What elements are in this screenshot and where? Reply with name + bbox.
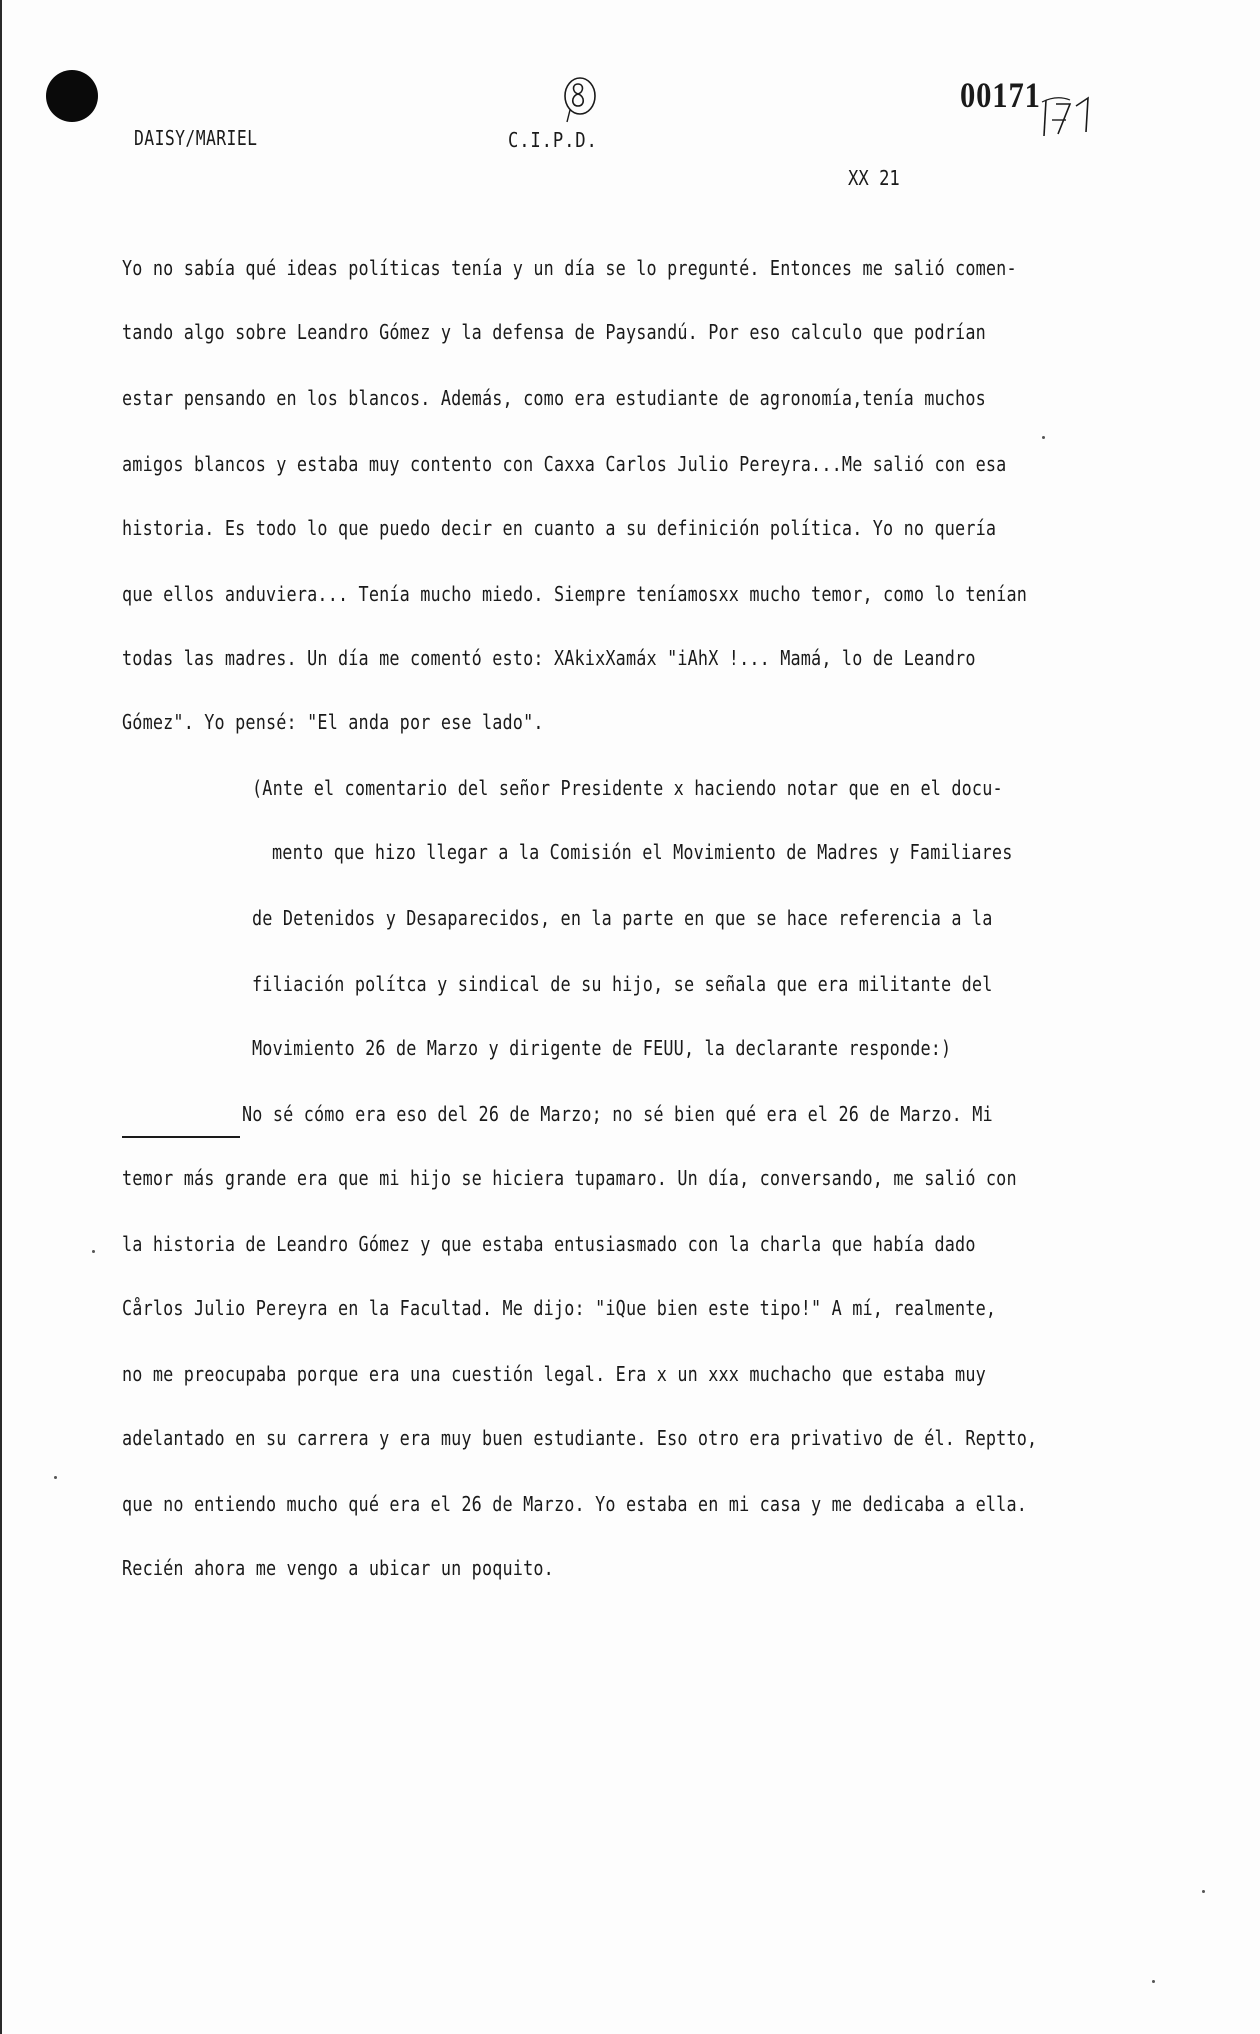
text-line-19: adelantado en su carrera y era muy buen estudiante. Eso otro era privativo de él. Reptto, — [122, 1426, 1038, 1450]
parenthetical-line-2: mento que hizo llegar a la Comisión el Movimiento de Madres y Familiares — [272, 840, 1013, 864]
paper-speck — [1042, 436, 1045, 439]
parenthetical-line-4: filiación polítca y sindical de su hijo, se señala que era militante del — [252, 972, 993, 996]
text-line-18: no me preocupaba porque era una cuestión legal. Era x un xxx muchacho que estaba muy — [122, 1362, 986, 1386]
paper-speck — [92, 1250, 95, 1253]
punch-hole — [46, 70, 98, 122]
text-line-17: Cårlos Julio Pereyra en la Facultad. Me dijo: "iQue bien este tipo!" A mí, realmente, — [122, 1296, 997, 1320]
text-line-2: tando algo sobre Leandro Gómez y la defensa de Paysandú. Por eso calculo que podrían — [122, 320, 986, 344]
text-line-14: No sé cómo era eso del 26 de Marzo; no sé bien qué era el 26 de Marzo. Mi — [242, 1102, 993, 1126]
header-author: DAISY/MARIEL — [134, 126, 258, 150]
circled-number-stamp — [558, 76, 600, 128]
paper-speck — [1202, 1890, 1205, 1893]
page-number: XX 21 — [848, 166, 900, 190]
parenthetical-line-1: (Ante el comentario del señor Presidente x haciendo notar que en el docu- — [252, 776, 1003, 800]
handwritten-folio-mark — [1040, 96, 1100, 142]
document-number: 00171 — [960, 75, 1041, 115]
answer-indent-rule — [122, 1136, 240, 1138]
text-line-15: temor más grande era que mi hijo se hiciera tupamaro. Un día, conversando, me salió con — [122, 1166, 1017, 1190]
paper-speck — [54, 1476, 57, 1479]
text-line-7: todas las madres. Un día me comentó esto: XAkixXamáx "iAhX !... Mamá, lo de Leandro — [122, 646, 976, 670]
text-line-3: estar pensando en los blancos. Además, como era estudiante de agronomía,tenía muchos — [122, 386, 986, 410]
paper-speck — [1152, 1980, 1155, 1983]
parenthetical-line-3: de Detenidos y Desaparecidos, en la parte en que se hace referencia a la — [252, 906, 993, 930]
text-line-6: que ellos anduviera... Tenía mucho miedo. Siempre teníamosxx mucho temor, como lo tenían — [122, 582, 1028, 606]
parenthetical-line-5: Movimiento 26 de Marzo y dirigente de FEUU, la declarante responde:) — [252, 1036, 952, 1060]
text-line-16: la historia de Leandro Gómez y que estaba entusiasmado con la charla que había dado — [122, 1232, 976, 1256]
text-line-4: amigos blancos y estaba muy contento con Caxxa Carlos Julio Pereyra...Me salió con esa — [122, 452, 1007, 476]
text-line-1: Yo no sabía qué ideas políticas tenía y un día se lo pregunté. Entonces me salió comen- — [122, 256, 1017, 280]
text-line-8: Gómez". Yo pensé: "El anda por ese lado". — [122, 710, 544, 734]
text-line-20: que no entiendo mucho qué era el 26 de Marzo. Yo estaba en mi casa y me dedicaba a ella. — [122, 1492, 1028, 1516]
header-institution: C.I.P.D. — [508, 128, 598, 152]
text-line-5: historia. Es todo lo que puedo decir en cuanto a su definición política. Yo no quería — [122, 516, 997, 540]
text-line-21: Recién ahora me vengo a ubicar un poquito. — [122, 1556, 554, 1580]
